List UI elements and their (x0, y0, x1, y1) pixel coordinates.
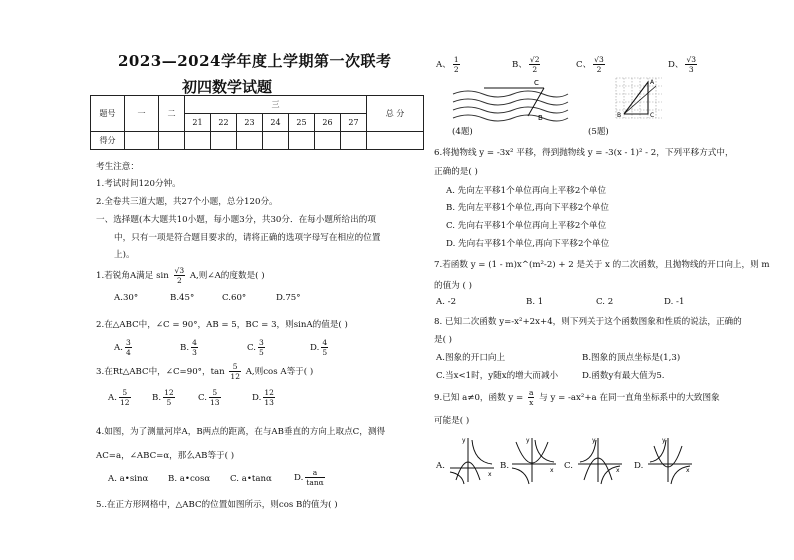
q2-option-a[interactable]: A. $\frac{3}{4}$ (114, 338, 131, 357)
q5-option-a[interactable]: A、 $\frac{1}{2}$ (436, 55, 459, 74)
row-label-score: 得分 (91, 132, 125, 150)
q9-option-c[interactable]: C. (564, 461, 574, 471)
q2-option-b[interactable]: B. $\frac{4}{3}$ (180, 338, 197, 357)
note-1: 1.考试时间120分钟。 (96, 179, 181, 189)
svg-text:C: C (650, 112, 655, 119)
question-9-line1: 9.已知 a≠0，函数 y = $\frac{a}{x}$ 与 y = -ax²+a 在同一直角坐标系中的大致图象 (434, 388, 720, 407)
question-9-line2: 可能是( ) (434, 416, 470, 426)
svg-text:y: y (662, 437, 666, 444)
note-2: 2.全卷共三道大题，共27个小题，总分120分。 (96, 197, 278, 207)
figure-4-caption: (4题) (452, 127, 473, 137)
q1-option-c[interactable]: C.60° (222, 293, 247, 303)
q3-option-b[interactable]: B. $\frac{12}{5}$ (152, 388, 174, 407)
col-q23: 23 (237, 114, 263, 132)
q7-option-b[interactable]: B. 1 (526, 297, 544, 307)
notes-heading: 考生注意： (96, 162, 139, 172)
col-q21: 21 (185, 114, 211, 132)
col-q27: 27 (341, 114, 367, 132)
river-figure (448, 76, 570, 124)
q4-option-d[interactable]: D. $\frac{a}{\tan\alpha}$ (294, 468, 324, 487)
score-cell[interactable] (125, 132, 159, 150)
q9-option-a[interactable]: A. (436, 461, 445, 471)
q8-option-d[interactable]: D.函数y有最大值为5. (582, 371, 665, 381)
question-5: 5..在正方形网格中，△ABC的位置如图所示，则cos B的值为( ) (96, 500, 338, 510)
question-8-line1: 8. 已知二次函数 y=-x²+2x+4，则下列关于这个函数图象和性质的说法，正确的 (434, 317, 742, 327)
svg-text:y: y (526, 437, 530, 444)
q7-option-a[interactable]: A. -2 (436, 297, 457, 307)
svg-text:x: x (616, 467, 620, 474)
q5-option-b[interactable]: B、 $\frac{√2}{2}$ (512, 55, 540, 74)
col-section-2: 二 (159, 96, 185, 132)
q1-option-d[interactable]: D.75° (276, 293, 301, 303)
score-cell[interactable] (341, 132, 367, 150)
svg-text:B: B (538, 114, 543, 122)
col-section-1: 一 (125, 96, 159, 132)
exam-title: 2023—2024学年度上学期第一次联考 (118, 52, 392, 70)
section1-line3: 上)。 (114, 250, 135, 260)
figure-5-caption: (5题) (588, 127, 609, 137)
question-6-line1: 6.将抛物线 y = -3x² 平移，得到抛物线 y = -3(x - 1)² - 2，下列平移方式中， (434, 148, 734, 158)
q1-stem-end: A,则∠A的度数是( ) (189, 271, 265, 281)
exam-subtitle: 初四数学试题 (182, 78, 273, 96)
svg-text:A: A (650, 79, 655, 86)
q6-option-c[interactable]: C. 先向右平移1个单位再向上平移2个单位 (446, 221, 607, 231)
row-label-number: 题号 (91, 96, 125, 132)
q6-option-a[interactable]: A. 先向左平移1个单位再向上平移2个单位 (446, 186, 607, 196)
col-section-3: 三 (185, 96, 367, 114)
col-q26: 26 (315, 114, 341, 132)
question-3: 3.在Rt△ABC中，∠C=90°，tan $\frac{5}{12}$ A,则cos A等于( ) (96, 362, 314, 381)
question-4-line2: AC=a，∠ABC=α，那么AB等于( ) (96, 451, 235, 461)
col-total: 总 分 (367, 96, 424, 132)
q1-option-a[interactable]: A.30° (114, 293, 139, 303)
q2-option-c[interactable]: C. $\frac{3}{5}$ (247, 338, 264, 357)
svg-text:x: x (686, 467, 690, 474)
score-cell[interactable] (237, 132, 263, 150)
question-2: 2.在△ABC中，∠C = 90°，AB = 5，BC = 3，则sinA的值是( ) (96, 320, 348, 330)
svg-text:y: y (592, 437, 596, 444)
col-q24: 24 (263, 114, 289, 132)
grid-figure (614, 76, 664, 120)
q3-fraction: $\frac{5}{12}$ (230, 362, 240, 381)
question-7-line1: 7.若函数 y = (1 - m)x^(m²-2) + 2 是关于 x 的二次函数，且抛物线的开口向上，则 m (434, 260, 770, 270)
q6-option-d[interactable]: D. 先向右平移1个单位,再向下平移2个单位 (446, 239, 610, 249)
question-8-line2: 是( ) (434, 335, 453, 345)
svg-text:B: B (617, 112, 622, 119)
q9-graph-b (510, 434, 558, 486)
q4-option-a[interactable]: A. a•sinα (108, 474, 149, 484)
svg-text:C: C (534, 79, 539, 87)
q7-option-c[interactable]: C. 2 (596, 297, 614, 307)
col-q22: 22 (211, 114, 237, 132)
q9-graph-c (576, 434, 624, 486)
q9-graph-d (646, 434, 694, 486)
q6-option-b[interactable]: B. 先向左平移1个单位,再向下平移2个单位 (446, 203, 609, 213)
score-cell[interactable] (367, 132, 424, 150)
question-6-line2: 正确的是( ) (434, 167, 478, 177)
q9-option-b[interactable]: B. (500, 461, 510, 471)
score-cell[interactable] (263, 132, 289, 150)
q1-stem: 1.若锐角A满足 sin (96, 271, 169, 281)
question-7-line2: 的值为 ( ) (434, 281, 472, 291)
q1-fraction: $\frac{√3}{2}$ (174, 266, 185, 285)
svg-text:x: x (488, 471, 492, 478)
q5-option-c[interactable]: C、 $\frac{√3}{2}$ (576, 55, 604, 74)
q3-option-a[interactable]: A. $\frac{5}{12}$ (108, 388, 130, 407)
q4-option-b[interactable]: B. a•cosα (168, 474, 211, 484)
q8-option-b[interactable]: B.图象的顶点坐标是(1,3) (582, 353, 681, 363)
q7-option-d[interactable]: D. -1 (664, 297, 685, 307)
section1-line1: 一、选择题(本大题共10小题，每小题3分，共30分．在每小题所给出的项 (96, 215, 376, 225)
score-cell[interactable] (211, 132, 237, 150)
svg-text:y: y (462, 437, 466, 444)
q3-option-c[interactable]: C. $\frac{5}{13}$ (198, 388, 220, 407)
q9-graph-a (448, 434, 496, 486)
q2-option-d[interactable]: D. $\frac{4}{5}$ (310, 338, 328, 357)
q4-option-c[interactable]: C. a•tanα (230, 474, 272, 484)
q3-option-d[interactable]: D. $\frac{12}{13}$ (252, 388, 274, 407)
section1-line2: 中，只有一项是符合题目要求的，请将正确的选项字母写在相应的位置 (114, 233, 381, 243)
col-q25: 25 (289, 114, 315, 132)
q9-option-d[interactable]: D. (634, 461, 644, 471)
score-table (90, 95, 424, 150)
score-cell[interactable] (289, 132, 315, 150)
q9-fraction: $\frac{a}{x}$ (528, 388, 534, 407)
q5-option-d[interactable]: D、 $\frac{√3}{3}$ (668, 55, 697, 74)
score-cell[interactable] (315, 132, 341, 150)
score-cell[interactable] (185, 132, 211, 150)
question-4-line1: 4.如图，为了测量河岸A，B两点的距离，在与AB垂直的方向上取点C，测得 (96, 427, 386, 437)
q8-option-a[interactable]: A.图象的开口向上 (436, 353, 506, 363)
svg-text:x: x (550, 467, 554, 474)
question-1 (96, 266, 265, 285)
score-cell[interactable] (159, 132, 185, 150)
q8-option-c[interactable]: C.当x<1时，y随x的增大而减小 (436, 371, 559, 381)
q1-option-b[interactable]: B.45° (170, 293, 195, 303)
